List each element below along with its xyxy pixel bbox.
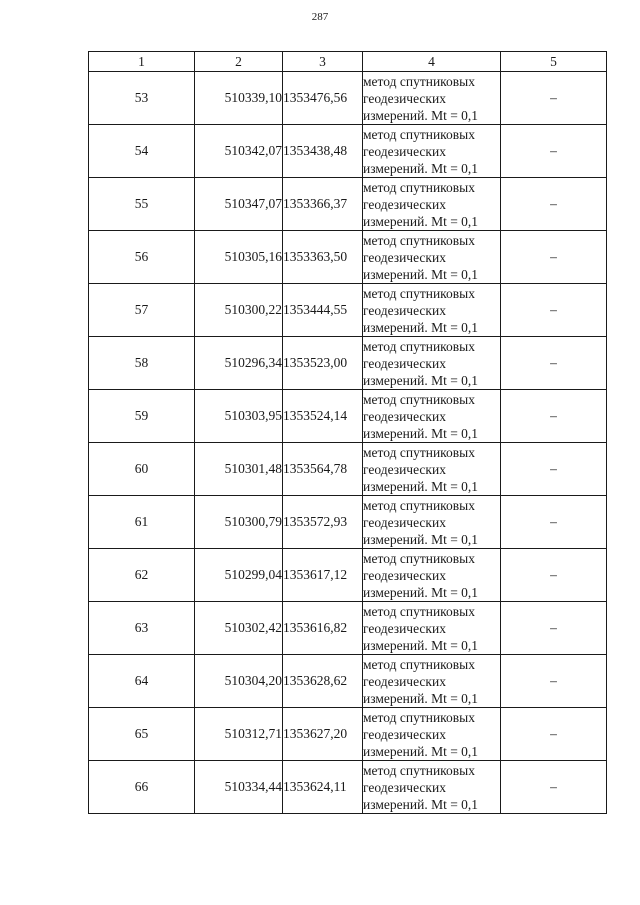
point-number: 64 <box>89 655 195 708</box>
x-coordinate: 510334,44 <box>195 761 283 814</box>
method-line: метод спутниковых <box>363 709 475 725</box>
method-line: метод спутниковых <box>363 126 475 142</box>
method-line: измерений. Mt = 0,1 <box>363 425 479 441</box>
method-line: метод спутниковых <box>363 550 475 566</box>
empty-value-dash: – <box>501 125 607 178</box>
y-coordinate: 1353523,00 <box>283 337 363 390</box>
method-line: метод спутниковых <box>363 73 475 89</box>
method-line: метод спутниковых <box>363 497 475 513</box>
method-line: измерений. Mt = 0,1 <box>363 637 479 653</box>
y-coordinate: 1353617,12 <box>283 549 363 602</box>
point-number: 55 <box>89 178 195 231</box>
empty-value-dash: – <box>501 496 607 549</box>
method-description <box>363 231 501 284</box>
table-row <box>89 125 607 178</box>
method-line: геодезических <box>363 408 446 424</box>
method-line: геодезических <box>363 514 446 530</box>
method-line: измерений. Mt = 0,1 <box>363 266 479 282</box>
method-line: геодезических <box>363 196 446 212</box>
method-line: измерений. Mt = 0,1 <box>363 478 479 494</box>
y-coordinate: 1353616,82 <box>283 602 363 655</box>
method-line: геодезических <box>363 249 446 265</box>
empty-value-dash: – <box>501 761 607 814</box>
table-header-row <box>89 52 607 72</box>
x-coordinate: 510300,79 <box>195 496 283 549</box>
method-description <box>363 125 501 178</box>
method-line: метод спутниковых <box>363 391 475 407</box>
coordinates-table <box>88 51 607 814</box>
x-coordinate: 510302,42 <box>195 602 283 655</box>
empty-value-dash: – <box>501 602 607 655</box>
method-line: геодезических <box>363 461 446 477</box>
method-line: метод спутниковых <box>363 232 475 248</box>
empty-value-dash: – <box>501 337 607 390</box>
point-number: 66 <box>89 761 195 814</box>
method-line: геодезических <box>363 620 446 636</box>
table-row <box>89 443 607 496</box>
empty-value-dash: – <box>501 708 607 761</box>
empty-value-dash: – <box>501 443 607 496</box>
y-coordinate: 1353564,78 <box>283 443 363 496</box>
method-line: метод спутниковых <box>363 762 475 778</box>
method-description <box>363 655 501 708</box>
point-number: 61 <box>89 496 195 549</box>
method-description <box>363 496 501 549</box>
method-description <box>363 337 501 390</box>
point-number: 58 <box>89 337 195 390</box>
y-coordinate: 1353624,11 <box>283 761 363 814</box>
method-line: измерений. Mt = 0,1 <box>363 372 479 388</box>
empty-value-dash: – <box>501 655 607 708</box>
point-number: 56 <box>89 231 195 284</box>
y-coordinate: 1353363,50 <box>283 231 363 284</box>
x-coordinate: 510301,48 <box>195 443 283 496</box>
point-number: 62 <box>89 549 195 602</box>
y-coordinate: 1353628,62 <box>283 655 363 708</box>
x-coordinate: 510296,34 <box>195 337 283 390</box>
method-line: геодезических <box>363 90 446 106</box>
y-coordinate: 1353444,55 <box>283 284 363 337</box>
point-number: 65 <box>89 708 195 761</box>
method-line: геодезических <box>363 779 446 795</box>
table-row <box>89 231 607 284</box>
column-header: 2 <box>195 52 283 72</box>
method-line: геодезических <box>363 143 446 159</box>
x-coordinate: 510303,95 <box>195 390 283 443</box>
method-line: геодезических <box>363 567 446 583</box>
method-line: измерений. Mt = 0,1 <box>363 319 479 335</box>
x-coordinate: 510304,20 <box>195 655 283 708</box>
table-row <box>89 390 607 443</box>
column-header: 3 <box>283 52 363 72</box>
method-line: метод спутниковых <box>363 656 475 672</box>
method-description <box>363 284 501 337</box>
table-row <box>89 496 607 549</box>
empty-value-dash: – <box>501 284 607 337</box>
table-row <box>89 337 607 390</box>
method-line: метод спутниковых <box>363 338 475 354</box>
method-line: измерений. Mt = 0,1 <box>363 213 479 229</box>
table-row <box>89 761 607 814</box>
table-row <box>89 708 607 761</box>
y-coordinate: 1353572,93 <box>283 496 363 549</box>
method-description <box>363 178 501 231</box>
method-line: метод спутниковых <box>363 285 475 301</box>
method-line: измерений. Mt = 0,1 <box>363 531 479 547</box>
method-description <box>363 390 501 443</box>
table-row <box>89 655 607 708</box>
method-line: метод спутниковых <box>363 444 475 460</box>
method-description <box>363 443 501 496</box>
method-line: измерений. Mt = 0,1 <box>363 107 479 123</box>
table-row <box>89 72 607 125</box>
table-body <box>89 72 607 814</box>
point-number: 53 <box>89 72 195 125</box>
empty-value-dash: – <box>501 72 607 125</box>
point-number: 57 <box>89 284 195 337</box>
empty-value-dash: – <box>501 390 607 443</box>
method-line: измерений. Mt = 0,1 <box>363 743 479 759</box>
empty-value-dash: – <box>501 549 607 602</box>
column-header: 5 <box>501 52 607 72</box>
method-description <box>363 602 501 655</box>
column-header: 1 <box>89 52 195 72</box>
y-coordinate: 1353438,48 <box>283 125 363 178</box>
y-coordinate: 1353524,14 <box>283 390 363 443</box>
method-line: измерений. Mt = 0,1 <box>363 584 479 600</box>
page-number: 287 <box>311 11 329 23</box>
method-line: геодезических <box>363 355 446 371</box>
x-coordinate: 510299,04 <box>195 549 283 602</box>
point-number: 54 <box>89 125 195 178</box>
point-number: 60 <box>89 443 195 496</box>
empty-value-dash: – <box>501 178 607 231</box>
method-line: измерений. Mt = 0,1 <box>363 160 479 176</box>
table-row <box>89 284 607 337</box>
method-description <box>363 549 501 602</box>
method-line: геодезических <box>363 673 446 689</box>
method-line: измерений. Mt = 0,1 <box>363 796 479 812</box>
y-coordinate: 1353627,20 <box>283 708 363 761</box>
empty-value-dash: – <box>501 231 607 284</box>
method-line: метод спутниковых <box>363 179 475 195</box>
method-line: геодезических <box>363 302 446 318</box>
x-coordinate: 510312,71 <box>195 708 283 761</box>
method-line: метод спутниковых <box>363 603 475 619</box>
table-row <box>89 602 607 655</box>
method-description <box>363 761 501 814</box>
method-line: измерений. Mt = 0,1 <box>363 690 479 706</box>
x-coordinate: 510342,07 <box>195 125 283 178</box>
column-header: 4 <box>363 52 501 72</box>
table-row <box>89 178 607 231</box>
x-coordinate: 510339,10 <box>195 72 283 125</box>
x-coordinate: 510305,16 <box>195 231 283 284</box>
x-coordinate: 510300,22 <box>195 284 283 337</box>
method-line: геодезических <box>363 726 446 742</box>
table-row <box>89 549 607 602</box>
x-coordinate: 510347,07 <box>195 178 283 231</box>
point-number: 63 <box>89 602 195 655</box>
point-number: 59 <box>89 390 195 443</box>
method-description <box>363 72 501 125</box>
y-coordinate: 1353476,56 <box>283 72 363 125</box>
method-description <box>363 708 501 761</box>
y-coordinate: 1353366,37 <box>283 178 363 231</box>
